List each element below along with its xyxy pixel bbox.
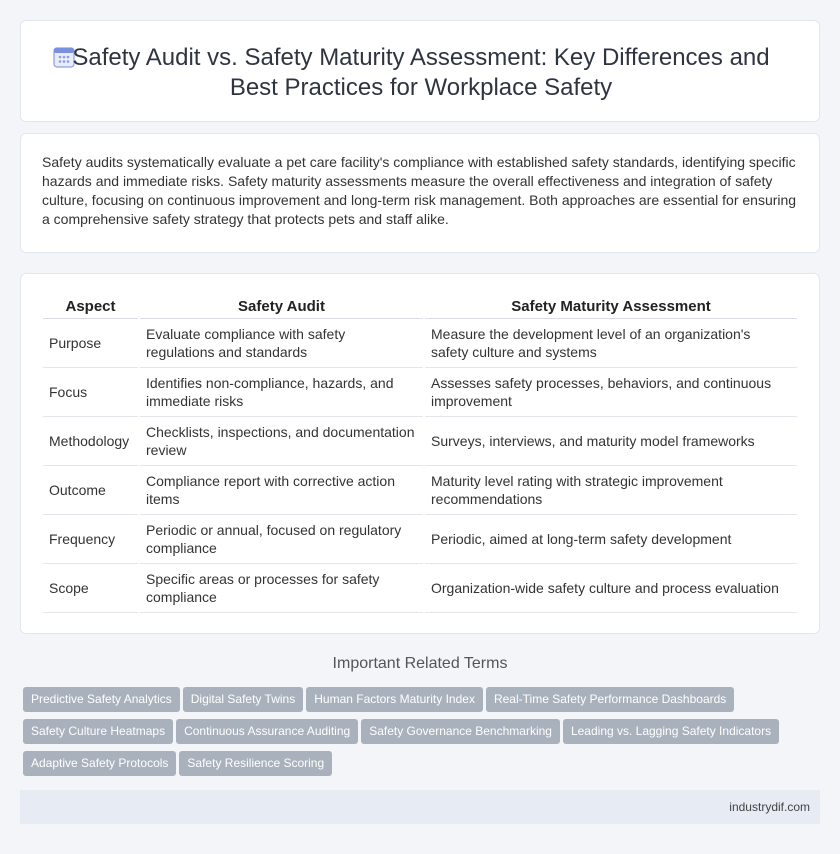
- cell-maturity: Periodic, aimed at long-term safety development: [425, 515, 797, 564]
- related-term-tag[interactable]: Predictive Safety Analytics: [23, 687, 180, 712]
- table-row: [43, 466, 797, 515]
- table-row: [43, 319, 797, 368]
- related-term-tag[interactable]: Real-Time Safety Performance Dashboards: [486, 687, 734, 712]
- cell-audit: Periodic or annual, focused on regulatory compliance: [140, 515, 423, 564]
- comparison-card: [20, 273, 820, 634]
- table-row: [43, 417, 797, 466]
- cell-audit: Specific areas or processes for safety compliance: [140, 564, 423, 613]
- header-card: [20, 20, 820, 122]
- header-aspect: Aspect: [43, 295, 138, 319]
- related-term-tag[interactable]: Human Factors Maturity Index: [306, 687, 483, 712]
- cell-maturity: Maturity level rating with strategic improvement recommendations: [425, 466, 797, 515]
- intro-paragraph: Safety audits systematically evaluate a pet care facility's compliance with established safety standards, identifying specific hazards and immediate risks. Safety maturity assessments measure the overall effectiveness and integration of safety culture, focusing on continuous improvement and long-term risk management. Both approaches are essential for ensuring a comprehensive safety strategy that protects pets and staff alike.: [42, 154, 797, 227]
- table-row: [43, 564, 797, 613]
- comparison-table: [41, 295, 799, 613]
- cell-aspect: Methodology: [43, 417, 138, 466]
- related-term-tag[interactable]: Leading vs. Lagging Safety Indicators: [563, 719, 779, 744]
- related-term-tag[interactable]: Safety Resilience Scoring: [179, 751, 332, 776]
- table-row: [43, 515, 797, 564]
- footer: [20, 790, 820, 824]
- table-row: [43, 368, 797, 417]
- cell-maturity: Surveys, interviews, and maturity model frameworks: [425, 417, 797, 466]
- cell-aspect: Outcome: [43, 466, 138, 515]
- related-term-tag[interactable]: Continuous Assurance Auditing: [176, 719, 358, 744]
- page-title-line-2: Best Practices for Workplace Safety: [229, 74, 613, 101]
- cell-audit: Compliance report with corrective action items: [140, 466, 423, 515]
- cell-aspect: Frequency: [43, 515, 138, 564]
- cell-audit: Checklists, inspections, and documentation review: [140, 417, 423, 466]
- related-term-tag[interactable]: Adaptive Safety Protocols: [23, 751, 176, 776]
- cell-maturity: Organization-wide safety culture and process evaluation: [425, 564, 797, 613]
- related-term-tag[interactable]: Digital Safety Twins: [183, 687, 304, 712]
- page-title: [21, 43, 821, 103]
- cell-aspect: Scope: [43, 564, 138, 613]
- related-term-tag[interactable]: Safety Governance Benchmarking: [361, 719, 560, 744]
- cell-audit: Identifies non-compliance, hazards, and immediate risks: [140, 368, 423, 417]
- cell-maturity: Measure the development level of an organization's safety culture and systems: [425, 319, 797, 368]
- related-terms-list: [23, 687, 813, 783]
- related-term-tag[interactable]: Safety Culture Heatmaps: [23, 719, 173, 744]
- page-title-line-1: Safety Audit vs. Safety Maturity Assessment: Key Differences and: [72, 44, 770, 71]
- footer-site-link[interactable]: industrydif.com: [729, 800, 810, 814]
- cell-aspect: Purpose: [43, 319, 138, 368]
- cell-aspect: Focus: [43, 368, 138, 417]
- cell-audit: Evaluate compliance with safety regulations and standards: [140, 319, 423, 368]
- header-safety-audit: Safety Audit: [140, 295, 423, 319]
- header-safety-maturity: Safety Maturity Assessment: [425, 295, 797, 319]
- related-terms-heading: Important Related Terms: [332, 655, 508, 672]
- cell-maturity: Assesses safety processes, behaviors, and continuous improvement: [425, 368, 797, 417]
- table-header-row: [43, 295, 797, 319]
- intro-card: [20, 133, 820, 253]
